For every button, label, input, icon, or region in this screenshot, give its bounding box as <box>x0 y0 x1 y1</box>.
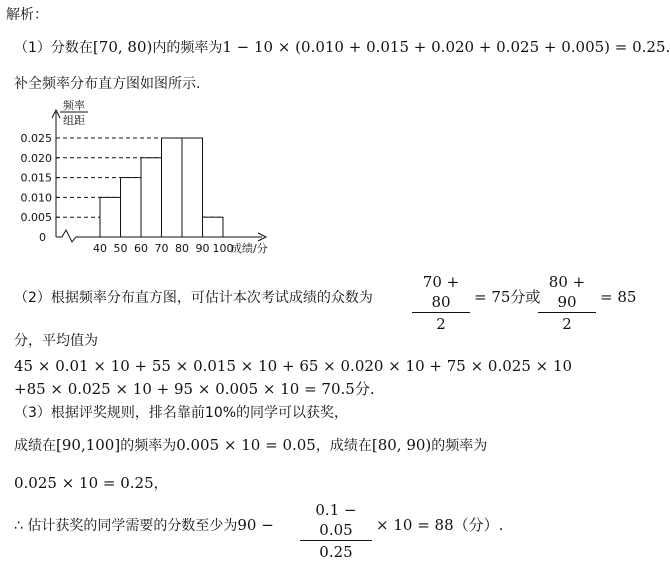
part1-mid: 内的频率为 <box>152 40 223 56</box>
part1-prefix: （1）分数在 <box>14 40 93 56</box>
part3-line3 <box>14 474 168 493</box>
part1-line <box>14 38 670 57</box>
mean-calc-line1: 45 × 0.01 × 10 + 55 × 0.015 × 10 + 65 × 0.020 × 10 + 75 × 0.025 × 10 <box>14 357 573 375</box>
x-tick-label: 70 <box>154 242 169 255</box>
x-tick-label: 40 <box>93 242 107 255</box>
final-fraction-numerator: 0.1 − 0.05 <box>300 500 372 541</box>
histogram-bar <box>182 138 203 237</box>
mean-calc-line2: +85 × 0.025 × 10 + 95 × 0.005 × 10 = 70.5分. <box>14 380 375 398</box>
mode-mid <box>474 288 540 306</box>
fraction-1-numerator: 70 + 80 <box>412 272 470 313</box>
part1-end: . <box>665 38 670 56</box>
histogram-bar <box>121 178 142 237</box>
x-tick-label: 90 <box>195 242 210 255</box>
histogram-bar <box>203 217 224 237</box>
part1-interval: [70, 80) <box>92 38 153 56</box>
x-tick-label: 50 <box>113 242 128 255</box>
fraction-2-denominator: 2 <box>562 315 572 333</box>
x-axis-label: 成绩/分 <box>231 242 268 255</box>
origin-label: 0 <box>39 231 46 244</box>
mode-value-1: = 75分或 <box>474 288 541 306</box>
final-expr-a: 90 − <box>237 516 274 534</box>
part2-prefix: （2）根据频率分布直方图，可估计本次考试成绩的众数为 <box>14 290 373 306</box>
final-prefix: ∴ 估计获奖的同学需要的分数至少为 <box>14 518 238 534</box>
histogram-bar <box>141 158 162 237</box>
x-tick-label: 100 <box>212 242 234 255</box>
part3-text-a: 成绩在 <box>14 438 56 454</box>
final-fraction-denominator: 0.25 <box>319 543 353 561</box>
part1-expression: 1 − 10 × (0.010 + 0.015 + 0.020 + 0.025 + 0.005) = 0.25 <box>222 38 666 56</box>
final-expr-b: × 10 = 88（分）. <box>376 516 504 534</box>
frequency-histogram <box>10 98 300 258</box>
final-line <box>14 516 274 535</box>
interval-80-90: [80, 90) <box>371 436 432 454</box>
x-tick-label: 60 <box>134 242 148 255</box>
histogram-note: 补全频率分布直方图如图所示. <box>14 76 201 92</box>
final-fraction <box>300 500 372 563</box>
y-tick-label: 0.005 <box>20 211 52 225</box>
y-tick-label: 0.020 <box>20 151 52 165</box>
part3-text-g: 的频率为 <box>431 438 488 454</box>
y-label-top: 频率 <box>63 99 85 112</box>
y-tick-label: 0.015 <box>20 171 52 185</box>
y-tick-label: 0.025 <box>20 132 52 145</box>
histogram-bar <box>100 197 121 237</box>
part3-text-c: 的频率为 <box>120 438 177 454</box>
heading: 解析： <box>6 7 48 23</box>
mode-fraction-1 <box>412 272 470 335</box>
fraction-2-numerator: 80 + 90 <box>538 272 596 313</box>
part3-line2 <box>14 436 487 455</box>
fraction-1-denominator: 2 <box>436 315 446 333</box>
y-label-bottom: 组距 <box>63 114 85 127</box>
part3-text-e: ，成绩在 <box>315 438 372 454</box>
histogram-bar <box>162 138 183 237</box>
part3-line3-end: ， <box>153 476 168 492</box>
x-tick-label: 80 <box>175 242 189 255</box>
interval-90-100: [90,100] <box>56 436 121 454</box>
freq-calc-80-90: 0.025 × 10 = 0.25 <box>14 474 154 492</box>
mode-result: = 85 <box>600 288 637 306</box>
part2-line2: 分，平均值为 <box>14 333 98 349</box>
y-tick-label: 0.010 <box>20 191 52 205</box>
part3-line1: （3）根据评奖规则，排名靠前10%的同学可以获奖， <box>14 405 349 421</box>
mode-fraction-2 <box>538 272 596 335</box>
freq-calc-90-100: 0.005 × 10 = 0.05 <box>176 436 316 454</box>
part2-line1 <box>14 288 373 307</box>
